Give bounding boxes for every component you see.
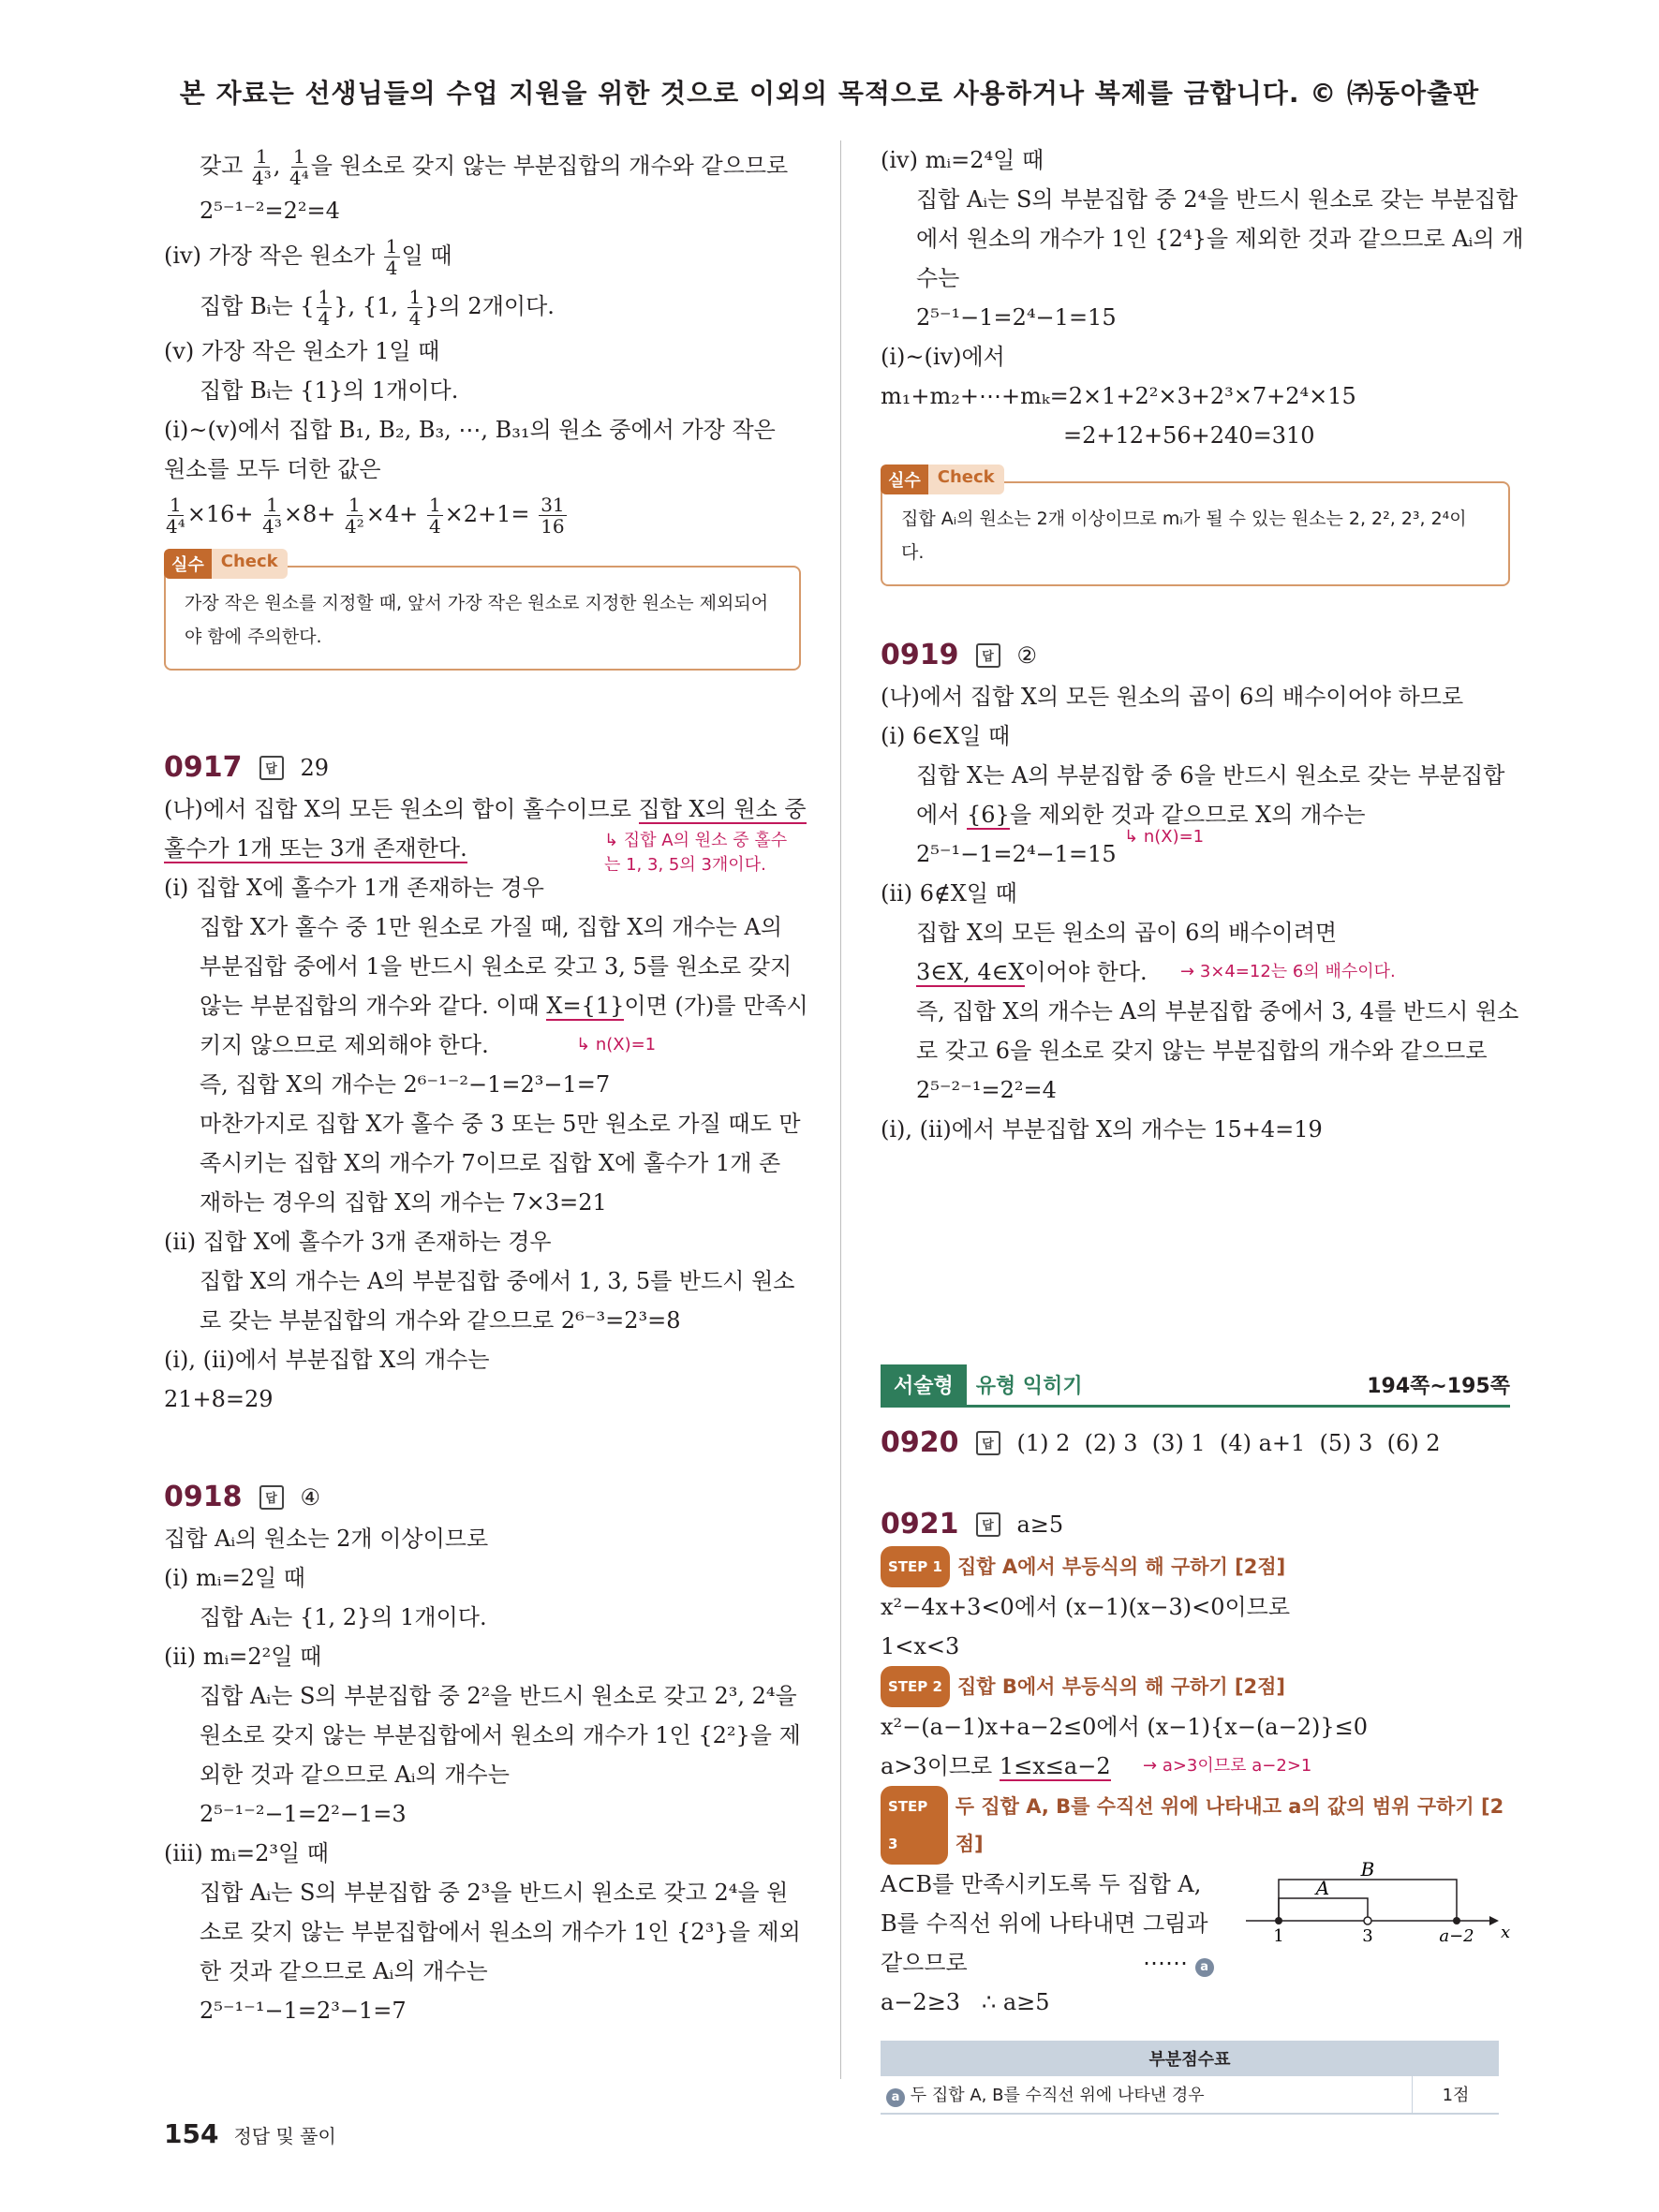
- text-line: (i) mᵢ=2일 때: [164, 1565, 305, 1591]
- answer-value: 29: [300, 754, 330, 781]
- text-line: (i)~(iv)에서: [881, 344, 1005, 370]
- text-line: 로 갖고 6을 원소로 갖지 않는 부분집합의 개수와 같으므로: [916, 1038, 1488, 1064]
- text-line: 마찬가지로 집합 X가 홀수 중 3 또는 5만 원소로 가질 때도 만: [200, 1111, 801, 1137]
- answer-icon: 답: [976, 1512, 1000, 1537]
- text-line: =2+12+56+240=310: [1063, 422, 1315, 449]
- text-line: 집합 Aᵢ는 S의 부분집합 중 2⁴을 반드시 원소로 갖는 부분집합: [916, 186, 1518, 213]
- step-3-title: STEP 3 두 집합 A, B를 수직선 위에 나타내고 a의 값의 범위 구하기 [2점]: [881, 1786, 1510, 1865]
- text-line: 2⁵⁻²⁻¹=2²=4: [916, 1077, 1057, 1103]
- annotation-note: → 3×4=12는 6의 배수이다.: [1180, 962, 1396, 981]
- text-line: a−2≥3 ∴ a≥5: [881, 1989, 1050, 2015]
- text-line: 3∈X, 4∈X이어야 한다. → 3×4=12는 6의 배수이다.: [881, 952, 1510, 992]
- text-line: (i) 6∈X일 때: [881, 723, 1011, 749]
- text-line: 홀수가 1개 또는 3개 존재한다. ↳ 집합 A의 원소 중 홀수는 1, 3, 5의 3개이다.: [164, 829, 801, 868]
- column-divider: [840, 140, 841, 2079]
- text-line: x²−(a−1)x+a−2≤0에서 (x−1){x−(a−2)}≤0: [881, 1714, 1369, 1740]
- text-line: 재하는 경우의 집합 X의 개수는 7×3=21: [200, 1189, 607, 1216]
- question-0918-header: [164, 1481, 801, 1513]
- text-line: (v) 가장 작은 원소가 1일 때: [164, 338, 440, 364]
- text-line: (ii) 6∉X일 때: [881, 880, 1017, 907]
- text-line: a>3이므로 1≤x≤a−2 → a>3이므로 a−2>1: [881, 1747, 1510, 1786]
- fraction: $\frac{31}{16}$: [541, 494, 565, 538]
- text-line: 않는 부분집합의 개수와 같다. 이때 X={1}이면 (가)를 만족시: [200, 993, 808, 1019]
- annotation-note: ↳ n(X)=1: [1124, 827, 1205, 847]
- answer-icon: 답: [976, 1431, 1000, 1455]
- text-line: 갖고 $\frac{1}{\text{4³}}$ , $\frac{1}{\text{4⁴}}$ 을 원소로 갖지 않는 부분집합의 개수와 같으므로: [200, 145, 789, 189]
- text-line: 외한 것과 같으므로 Aᵢ의 개수는: [200, 1762, 510, 1788]
- answer-value: ②: [1016, 641, 1038, 669]
- question-0921-header: [881, 1508, 1510, 1541]
- section-title: 유형 익히기: [975, 1375, 1083, 1398]
- text-line: A⊂B를 만족시키도록 두 집합 A,: [881, 1871, 1202, 1897]
- text-line: 집합 X는 A의 부분집합 중 6을 반드시 원소로 갖는 부분집합: [916, 762, 1505, 789]
- text-line: 2⁵⁻¹⁻²−1=2²−1=3: [200, 1801, 407, 1827]
- question-number: 0919: [881, 639, 959, 671]
- text-line: 원소로 갖지 않는 부분집합에서 원소의 개수가 1인 {2²}을 제: [200, 1722, 801, 1748]
- fraction: $\frac{1}{\text{4³}}$: [252, 145, 272, 189]
- fraction: $\frac{1}{\text{4⁴}}$: [289, 145, 309, 189]
- partial-score-table: [881, 2041, 1499, 2115]
- section-tag: 서술형: [881, 1364, 967, 1405]
- text-line: (i)~(v)에서 집합 B₁, B₂, B₃, ⋯, B₃₁의 원소 중에서 가장 작은: [164, 417, 776, 443]
- question-number: 0921: [881, 1508, 959, 1541]
- text-line: 2⁵⁻¹⁻²=2²=4: [200, 198, 340, 224]
- copyright-notice: 본 자료는 선생님들의 수업 지원을 위한 것으로 이외의 목적으로 사용하거나 복제를 금합니다. © ㈜동아출판: [179, 78, 1480, 109]
- text-line: 집합 X의 개수는 A의 부분집합 중에서 1, 3, 5를 반드시 원소: [200, 1268, 795, 1294]
- section-header: [881, 1364, 1510, 1408]
- table-header: 부분점수표: [881, 2041, 1499, 2076]
- fraction: $\frac{1}{\text{4⁴}}$: [166, 494, 185, 538]
- answer-icon: 답: [976, 643, 1000, 668]
- mistake-check-box: [881, 467, 1510, 586]
- fraction: $\frac{1}{4}$: [428, 494, 441, 538]
- left-column: [164, 140, 808, 2030]
- text-line: 2⁵⁻¹⁻¹−1=2³−1=7: [200, 1998, 407, 2024]
- table-row: a 두 집합 A, B를 수직선 위에 나타낸 경우 1점: [881, 2076, 1499, 2115]
- text-line: 키지 않으므로 제외해야 한다. ↳ n(X)=1: [164, 1025, 801, 1065]
- footer-text: 정답 및 풀이: [233, 2125, 336, 2147]
- marker-a-icon: a: [886, 2088, 905, 2107]
- check-text: 집합 Aᵢ의 원소는 2개 이상이므로 mᵢ가 될 수 있는 원소는 2, 2², 2³, 2⁴이다.: [901, 509, 1467, 563]
- tick-label: 3: [1362, 1926, 1373, 1946]
- text-line: 즉, 집합 X의 개수는 A의 부분집합 중에서 3, 4를 반드시 원소: [916, 998, 1519, 1025]
- text-line: (i), (ii)에서 부분집합 X의 개수는 15+4=19: [881, 1116, 1323, 1143]
- text-line: 원소를 모두 더한 값은: [164, 456, 381, 482]
- text-line: (나)에서 집합 X의 모든 원소의 합이 홀수이므로 집합 X의 원소 중: [164, 796, 807, 822]
- answer-icon: 답: [259, 756, 284, 780]
- page-footer: [164, 2118, 336, 2149]
- annotation-note: → a>3이므로 a−2>1: [1143, 1756, 1312, 1776]
- step-2-title: STEP 2 집합 B에서 부등식의 해 구하기 [2점]: [881, 1666, 1510, 1707]
- step-3-body: [881, 1858, 1511, 2024]
- text-line: 수는: [916, 265, 960, 291]
- question-0920-header: [881, 1426, 1510, 1459]
- fraction: $\frac{1}{4}$: [408, 286, 422, 330]
- text-line: 집합 Aᵢ는 S의 부분집합 중 2²을 반드시 원소로 갖고 2³, 2⁴을: [200, 1683, 797, 1709]
- text-line: 집합 Aᵢ는 S의 부분집합 중 2³을 반드시 원소로 갖고 2⁴을 원: [200, 1880, 789, 1906]
- text-line: B를 수직선 위에 나타내면 그림과: [881, 1910, 1208, 1937]
- text-line: 집합 X가 홀수 중 1만 원소로 가질 때, 집합 X의 개수는 A의: [200, 914, 782, 940]
- fraction: $\frac{1}{\text{4²}}$: [345, 494, 364, 538]
- fraction: $\frac{1}{\text{4³}}$: [262, 494, 282, 538]
- text-line: 집합 Bᵢ는 {1}의 1개이다.: [200, 377, 459, 404]
- answer-icon: 답: [259, 1485, 284, 1510]
- text-line: (ii) mᵢ=2²일 때: [164, 1644, 322, 1670]
- right-column: [881, 140, 1524, 2115]
- text-line: (ii) 집합 X에 홀수가 3개 존재하는 경우: [164, 1229, 552, 1255]
- text-line: 에서 원소의 개수가 1인 {2⁴}을 제외한 것과 같으므로 Aᵢ의 개: [916, 226, 1524, 252]
- text-line: 에서 {6}을 제외한 것과 같으므로 X의 개수는 ↳ n(X)=1: [881, 795, 1510, 834]
- text-line: 집합 Aᵢ는 {1, 2}의 1개이다.: [200, 1604, 487, 1630]
- check-tag: 실수 Check: [164, 549, 288, 579]
- check-text: 가장 작은 원소를 지정할 때, 앞서 가장 작은 원소로 지정한 원소는 제외되어야 함에 주의한다.: [185, 593, 769, 647]
- question-number: 0920: [881, 1426, 959, 1459]
- text-line: (iv) mᵢ=2⁴일 때: [881, 147, 1044, 173]
- annotation-note: ↳ n(X)=1: [576, 1035, 657, 1054]
- text-line: 소로 갖지 않는 부분집합에서 원소의 개수가 1인 {2³}을 제외: [200, 1919, 801, 1945]
- sum-expression: $\frac{1}{\text{4⁴}}$ ×16+ $\frac{1}{\text{4³}}$ ×8+ $\frac{1}{\text{4²}}$ ×4+ $\frac{1}{4}$ ×2+1= $\frac{31}{16}$: [166, 494, 565, 538]
- section-pages: 194쪽~195쪽: [1367, 1375, 1510, 1398]
- question-number: 0917: [164, 751, 243, 784]
- set-b-label: B: [1360, 1858, 1375, 1880]
- tick-label: 1: [1273, 1926, 1284, 1946]
- text-line: 즉, 집합 X의 개수는 2⁶⁻¹⁻²−1=2³−1=7: [200, 1071, 611, 1098]
- set-a-label: A: [1315, 1877, 1330, 1899]
- text-line: m₁+m₂+⋯+mₖ=2×1+2²×3+2³×7+2⁴×15: [881, 383, 1356, 409]
- annotation-note: ↳ 집합 A의 원소 중 홀수는 1, 3, 5의 3개이다.: [604, 831, 788, 875]
- tick-label: a−2: [1439, 1926, 1474, 1946]
- fraction: $\frac{1}{4}$: [385, 235, 398, 279]
- text-line: 2⁵⁻¹−1=2⁴−1=15: [916, 304, 1117, 331]
- text-line: 한 것과 같으므로 Aᵢ의 개수는: [200, 1958, 488, 1984]
- text-line: (나)에서 집합 X의 모든 원소의 곱이 6의 배수이어야 하므로: [881, 684, 1464, 710]
- text-line: 21+8=29: [164, 1386, 274, 1412]
- fraction: $\frac{1}{4}$: [318, 286, 331, 330]
- marker-a-icon: a: [1195, 1958, 1214, 1977]
- text-line: 집합 Bᵢ는 { $\frac{1}{4}$ }, {1, $\frac{1}{4}$ }의 2개이다.: [200, 286, 555, 330]
- text-line: x²−4x+3<0에서 (x−1)(x−3)<0이므로: [881, 1594, 1291, 1620]
- axis-label: x: [1501, 1923, 1511, 1942]
- step-1-title: STEP 1 집합 A에서 부등식의 해 구하기 [2점]: [881, 1546, 1510, 1587]
- text-line: 같으므로 ⋯⋯ a: [881, 1943, 1510, 1983]
- answer-value: (1) 2 (2) 3 (3) 1 (4) a+1 (5) 3 (6) 2: [1016, 1429, 1441, 1456]
- text-line: 집합 X의 모든 원소의 곱이 6의 배수이려면: [916, 920, 1338, 946]
- text-line: 족시키는 집합 X의 개수가 7이므로 집합 X에 홀수가 1개 존: [200, 1150, 781, 1176]
- text-line: 2⁵⁻¹−1=2⁴−1=15: [916, 841, 1117, 867]
- text-line: 집합 Aᵢ의 원소는 2개 이상이므로: [164, 1526, 489, 1552]
- mistake-check-box: [164, 552, 801, 671]
- answer-value: ④: [300, 1483, 321, 1511]
- text-line: 부분집합 중에서 1을 반드시 원소로 갖고 3, 5를 원소로 갖지: [200, 953, 792, 980]
- check-tag: 실수 Check: [881, 465, 1004, 494]
- answer-value: a≥5: [1016, 1511, 1064, 1538]
- question-0919-header: [881, 639, 1510, 671]
- text-line: (i), (ii)에서 부분집합 X의 개수는: [164, 1347, 490, 1373]
- text-line: 로 갖는 부분집합의 개수와 같으므로 2⁶⁻³=2³=8: [200, 1307, 681, 1334]
- question-0917-header: [164, 751, 801, 784]
- number-line-diagram: [1237, 1858, 1511, 1958]
- page-number: 154: [164, 2118, 219, 2149]
- question-number: 0918: [164, 1481, 243, 1513]
- text-line: (i) 집합 X에 홀수가 1개 존재하는 경우: [164, 875, 544, 901]
- text-line: (iv) 가장 작은 원소가 $\frac{1}{4}$ 일 때: [164, 235, 452, 279]
- text-line: 1<x<3: [881, 1633, 960, 1659]
- text-line: (iii) mᵢ=2³일 때: [164, 1840, 329, 1866]
